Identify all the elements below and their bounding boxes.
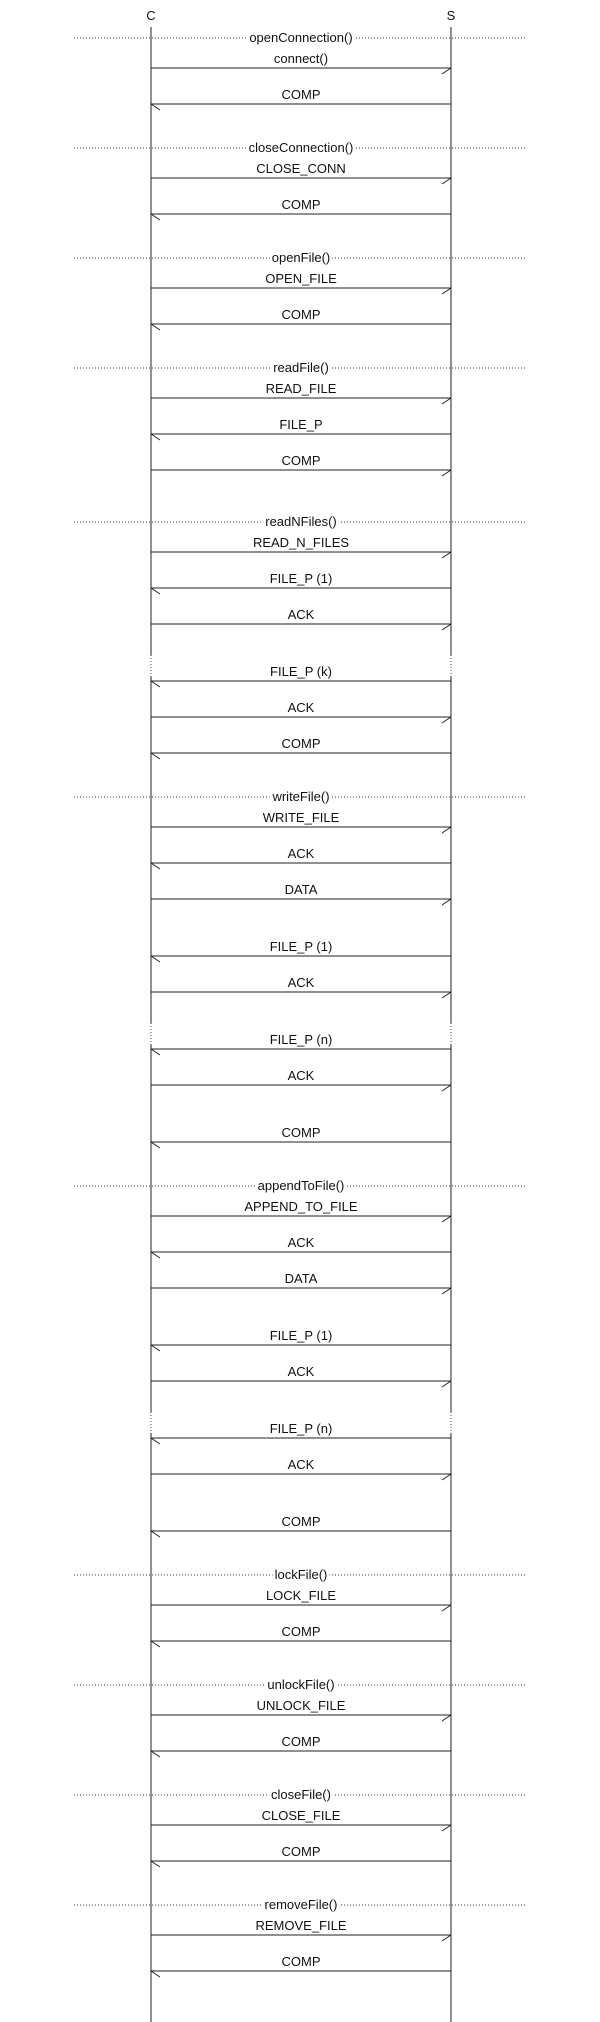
message bbox=[151, 51, 451, 74]
message-label: ACK bbox=[287, 975, 315, 990]
arrowhead-to-server bbox=[442, 1216, 451, 1222]
message-label: COMP bbox=[281, 87, 321, 102]
arrowhead-to-client bbox=[151, 956, 160, 962]
message bbox=[151, 87, 451, 110]
arrowhead-to-client bbox=[151, 863, 160, 869]
message bbox=[151, 197, 451, 220]
call-label: unlockFile() bbox=[267, 1677, 335, 1692]
message bbox=[151, 1734, 451, 1757]
message-label: UNLOCK_FILE bbox=[256, 1698, 346, 1713]
call-label: closeConnection() bbox=[248, 140, 354, 155]
arrowhead-to-server bbox=[442, 1085, 451, 1091]
message bbox=[151, 161, 451, 184]
message-label: COMP bbox=[281, 1125, 321, 1140]
call-label: readNFiles() bbox=[265, 514, 337, 529]
message-label: APPEND_TO_FILE bbox=[244, 1199, 358, 1214]
message-label: ACK bbox=[287, 607, 315, 622]
message-label: LOCK_FILE bbox=[265, 1588, 337, 1603]
message bbox=[151, 975, 451, 998]
arrowhead-to-server bbox=[442, 1825, 451, 1831]
arrowhead-to-server bbox=[442, 624, 451, 630]
arrowhead-to-server bbox=[442, 68, 451, 74]
message bbox=[151, 1954, 451, 1977]
call-separator bbox=[74, 360, 526, 375]
arrowhead-to-client bbox=[151, 1252, 160, 1258]
message-label: ACK bbox=[287, 1235, 315, 1250]
message bbox=[151, 1125, 451, 1148]
message-label: FILE_P (1) bbox=[269, 571, 333, 586]
message bbox=[151, 882, 451, 905]
arrowhead-to-client bbox=[151, 588, 160, 594]
arrowhead-to-server bbox=[442, 1474, 451, 1480]
arrowhead-to-client bbox=[151, 104, 160, 110]
arrowhead-to-client bbox=[151, 1438, 160, 1444]
message bbox=[151, 417, 451, 440]
arrowhead-to-client bbox=[151, 324, 160, 330]
arrowhead-to-client bbox=[151, 1641, 160, 1647]
message-label: ACK bbox=[287, 1364, 315, 1379]
arrowhead-to-server bbox=[442, 398, 451, 404]
message-label: FILE_P (1) bbox=[269, 1328, 333, 1343]
message bbox=[151, 1457, 451, 1480]
message bbox=[151, 1328, 451, 1351]
participant-client-label: C bbox=[146, 8, 156, 23]
call-separator bbox=[74, 1787, 526, 1802]
call-separator bbox=[74, 30, 526, 45]
arrowhead-to-server bbox=[442, 1381, 451, 1387]
message-label: COMP bbox=[281, 736, 321, 751]
message-label: DATA bbox=[284, 882, 318, 897]
call-label: openFile() bbox=[271, 250, 331, 265]
call-label: appendToFile() bbox=[257, 1178, 345, 1193]
arrowhead-to-server bbox=[442, 178, 451, 184]
message bbox=[151, 607, 451, 630]
arrowhead-to-server bbox=[442, 899, 451, 905]
message bbox=[151, 1068, 451, 1091]
message-label: COMP bbox=[281, 1514, 321, 1529]
arrowhead-to-server bbox=[442, 1935, 451, 1941]
message-label: READ_N_FILES bbox=[252, 535, 350, 550]
call-separator bbox=[74, 140, 526, 155]
message-label: FILE_P (k) bbox=[270, 664, 332, 679]
message-label: ACK bbox=[287, 846, 315, 861]
message bbox=[151, 1808, 451, 1831]
message-label: REMOVE_FILE bbox=[255, 1918, 347, 1933]
message bbox=[151, 1698, 451, 1721]
message bbox=[151, 736, 451, 759]
message bbox=[151, 1844, 451, 1867]
arrowhead-to-server bbox=[442, 1605, 451, 1611]
message bbox=[151, 571, 451, 594]
message-label: DATA bbox=[284, 1271, 318, 1286]
message-label: COMP bbox=[281, 1734, 321, 1749]
message bbox=[151, 1514, 451, 1537]
call-label: readFile() bbox=[273, 360, 329, 375]
message-label: COMP bbox=[281, 1624, 321, 1639]
message bbox=[151, 846, 451, 869]
arrowhead-to-client bbox=[151, 1049, 160, 1055]
message-label: ACK bbox=[287, 1457, 315, 1472]
message bbox=[151, 1421, 451, 1444]
message bbox=[151, 271, 451, 294]
participant-server-label: S bbox=[446, 8, 456, 23]
message-label: ACK bbox=[287, 700, 315, 715]
arrowhead-to-server bbox=[442, 1715, 451, 1721]
message-label: FILE_P bbox=[279, 417, 323, 432]
message bbox=[151, 1235, 451, 1258]
message-label: CLOSE_FILE bbox=[261, 1808, 341, 1823]
message-label: COMP bbox=[281, 197, 321, 212]
diagram-content bbox=[74, 30, 526, 1977]
call-label: writeFile() bbox=[272, 789, 330, 804]
call-label: closeFile() bbox=[271, 1787, 331, 1802]
arrowhead-to-server bbox=[442, 1288, 451, 1294]
arrowhead-to-client bbox=[151, 1971, 160, 1977]
call-separator bbox=[74, 250, 526, 265]
arrowhead-to-client bbox=[151, 434, 160, 440]
arrowhead-to-client bbox=[151, 1751, 160, 1757]
arrowhead-to-server bbox=[442, 288, 451, 294]
message-label: COMP bbox=[281, 1844, 321, 1859]
message bbox=[151, 1032, 451, 1055]
message-label: connect() bbox=[273, 51, 329, 66]
message-label: READ_FILE bbox=[265, 381, 337, 396]
call-separator bbox=[74, 1567, 526, 1582]
arrowhead-to-client bbox=[151, 214, 160, 220]
call-label: lockFile() bbox=[274, 1567, 328, 1582]
message bbox=[151, 664, 451, 687]
call-separator bbox=[74, 1897, 526, 1912]
message bbox=[151, 535, 451, 558]
arrowhead-to-server bbox=[442, 552, 451, 558]
message bbox=[151, 1199, 451, 1222]
message-label: FILE_P (n) bbox=[269, 1421, 333, 1436]
message bbox=[151, 939, 451, 962]
call-separator bbox=[74, 789, 526, 804]
arrowhead-to-client bbox=[151, 753, 160, 759]
message bbox=[151, 1588, 451, 1611]
message bbox=[151, 1364, 451, 1387]
call-separator bbox=[74, 514, 526, 529]
arrowhead-to-client bbox=[151, 1142, 160, 1148]
message bbox=[151, 381, 451, 404]
arrowhead-to-client bbox=[151, 1861, 160, 1867]
message-label: CLOSE_CONN bbox=[256, 161, 346, 176]
arrowhead-to-server bbox=[442, 992, 451, 998]
message bbox=[151, 1271, 451, 1294]
message-label: WRITE_FILE bbox=[262, 810, 340, 825]
message bbox=[151, 453, 451, 476]
call-label: openConnection() bbox=[249, 30, 353, 45]
message-label: FILE_P (n) bbox=[269, 1032, 333, 1047]
message bbox=[151, 700, 451, 723]
arrowhead-to-client bbox=[151, 1345, 160, 1351]
arrowhead-to-client bbox=[151, 1531, 160, 1537]
message-label: COMP bbox=[281, 453, 321, 468]
call-label: removeFile() bbox=[264, 1897, 338, 1912]
call-separator bbox=[74, 1178, 526, 1193]
message bbox=[151, 810, 451, 833]
arrowhead-to-server bbox=[442, 717, 451, 723]
call-separator bbox=[74, 1677, 526, 1692]
arrowhead-to-client bbox=[151, 681, 160, 687]
message-label: FILE_P (1) bbox=[269, 939, 333, 954]
message bbox=[151, 1918, 451, 1941]
message bbox=[151, 307, 451, 330]
message-label: COMP bbox=[281, 307, 321, 322]
arrowhead-to-server bbox=[442, 827, 451, 833]
message-label: COMP bbox=[281, 1954, 321, 1969]
message-label: ACK bbox=[287, 1068, 315, 1083]
message bbox=[151, 1624, 451, 1647]
arrowhead-to-server bbox=[442, 470, 451, 476]
message-label: OPEN_FILE bbox=[265, 271, 337, 286]
